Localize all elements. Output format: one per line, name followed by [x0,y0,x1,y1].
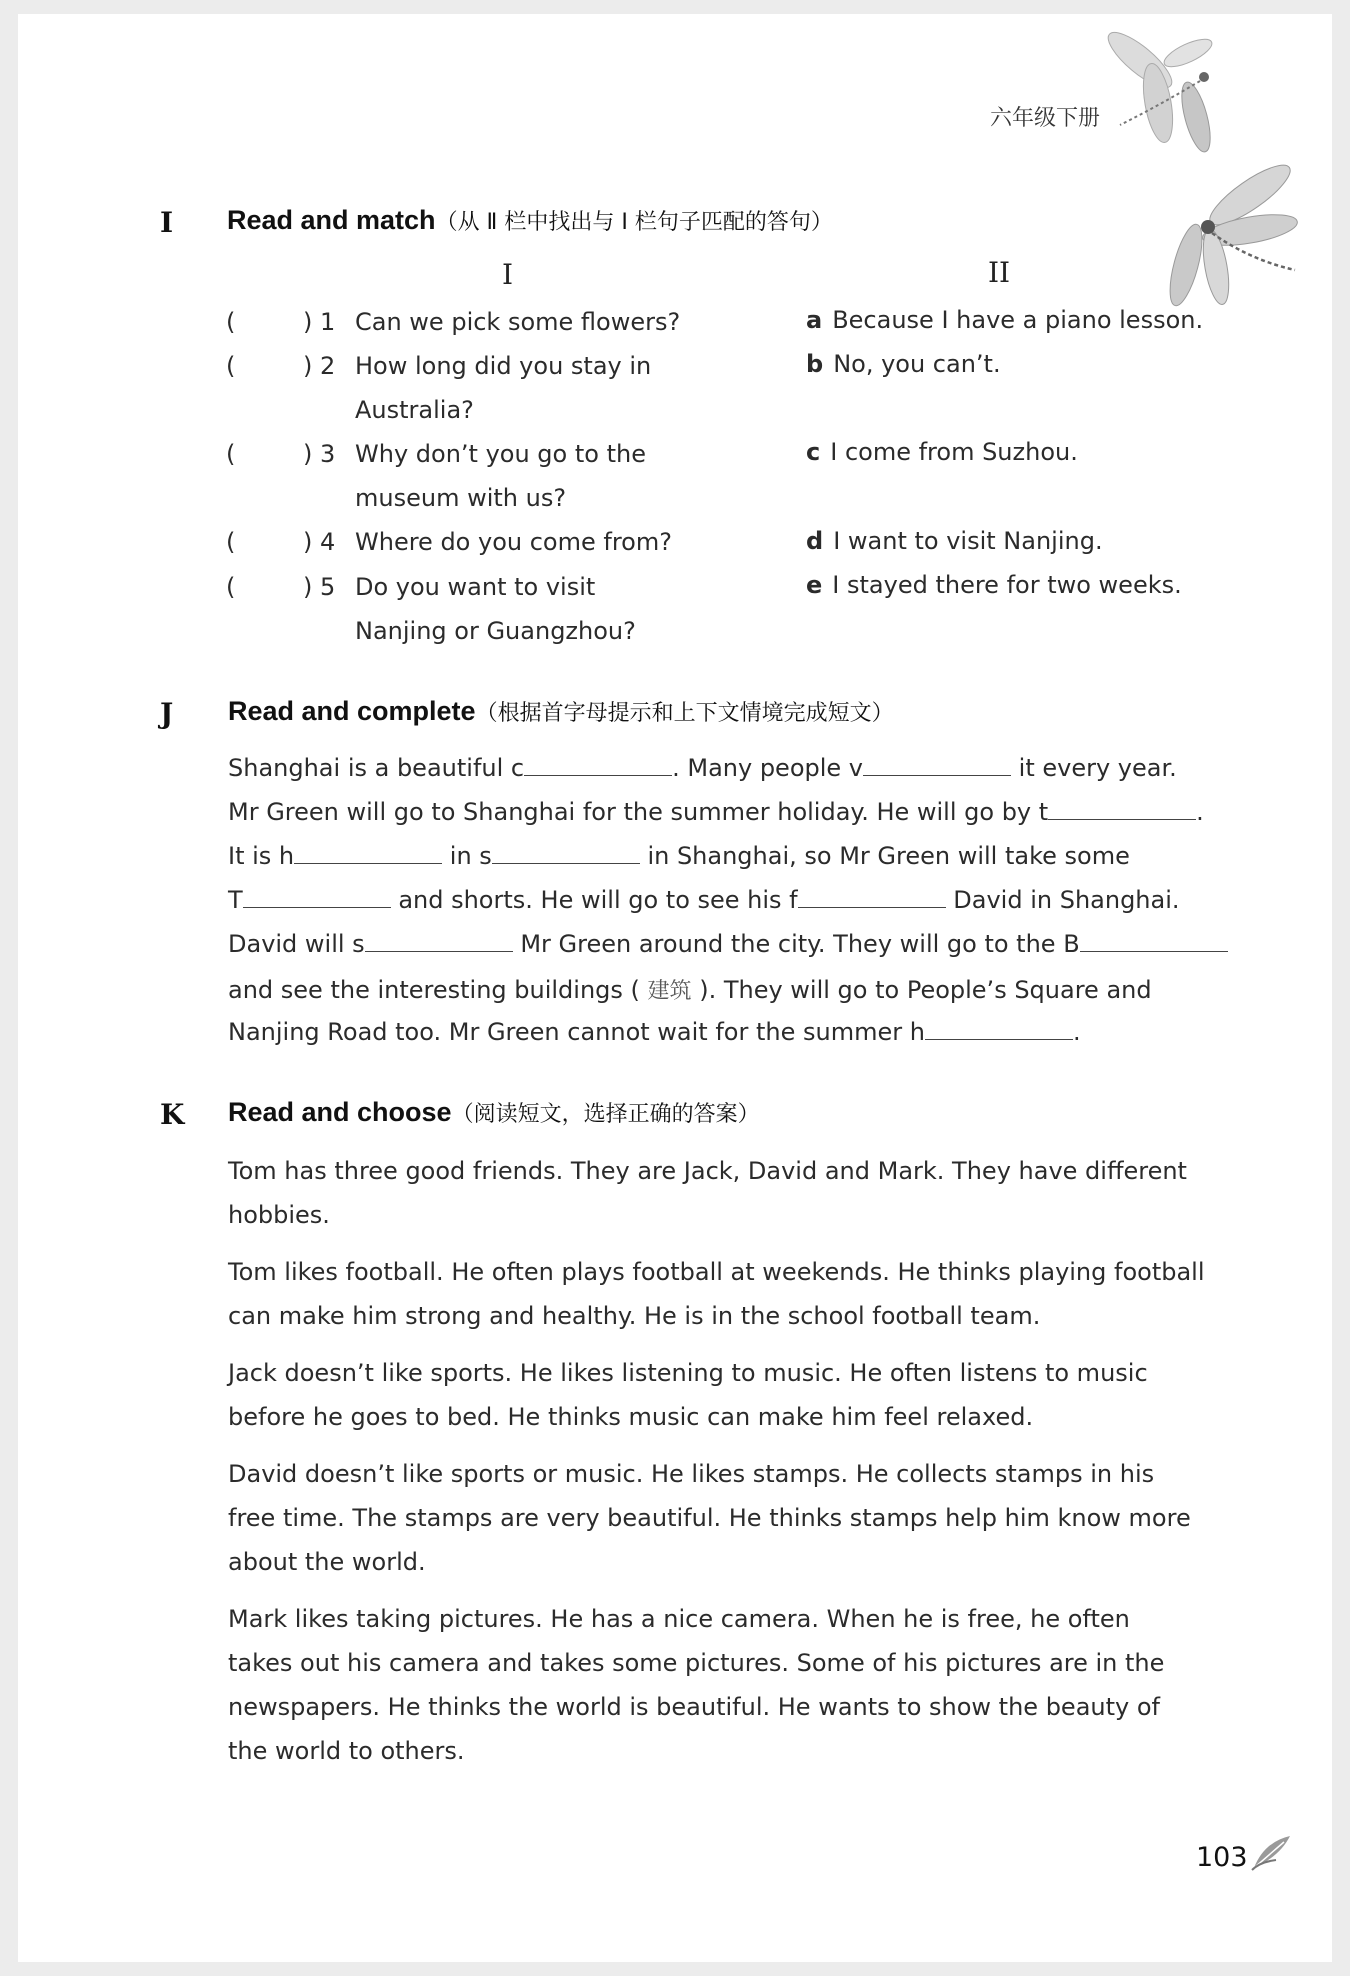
reading-line: Jack doesn’t like sports. He likes listening to music. He often listens to music [228,1359,1148,1387]
reading-line: Tom has three good friends. They are Jack, David and Mark. They have different [228,1157,1187,1185]
answer-option-a [806,306,1203,334]
answer-text: I stayed there for two weeks. [832,571,1182,599]
fill-blank[interactable] [1048,799,1196,820]
reading-line: hobbies. [228,1201,330,1229]
fill-blank[interactable] [863,755,1011,776]
answer-option-e [806,571,1182,599]
section-i-letter: I [160,206,174,239]
passage-line: Mr Green will go to Shanghai for the summer holiday. He will go by t . [228,798,1204,826]
section-k-title-cn: （阅读短文，选择正确的答案） [451,1102,760,1127]
answer-text: I come from Suzhou. [830,438,1078,466]
question-text-continued: Nanjing or Guangzhou? [355,617,636,645]
column-two-heading: II [988,256,1011,289]
column-one-heading: I [502,258,514,291]
answer-paren: ( [226,352,236,380]
question-number: ) 2 [303,352,336,380]
passage-line: Nanjing Road too. Mr Green cannot wait for the summer h . [228,1018,1081,1046]
section-i-title-en: Read and match [227,205,436,235]
answer-paren: ( [226,528,236,556]
question-text: Can we pick some flowers? [355,308,681,336]
section-k-title [228,1097,760,1128]
fill-blank[interactable] [925,1019,1073,1040]
question-number: ) 3 [303,440,336,468]
question-text: Do you want to visit [355,573,596,601]
question-text: Where do you come from? [355,528,672,556]
section-j-title-cn: （根据首字母提示和上下文情境完成短文） [475,701,894,726]
dragonfly-right-icon [1150,155,1300,315]
answer-option-b [806,350,1001,378]
fill-blank[interactable] [243,887,391,908]
chinese-hint: 建筑 [647,979,692,1004]
grade-label: 六年级下册 [990,106,1101,131]
answer-paren: ( [226,573,236,601]
section-k-letter: K [160,1098,185,1131]
reading-line: free time. The stamps are very beautiful. He thinks stamps help him know more [228,1504,1191,1532]
reading-line: David doesn’t like sports or music. He likes stamps. He collects stamps in his [228,1460,1155,1488]
answer-label: d [806,527,824,555]
fill-blank[interactable] [492,843,640,864]
section-j-letter: J [160,697,174,730]
reading-line: Mark likes taking pictures. He has a nice camera. When he is free, he often [228,1605,1130,1633]
fill-blank[interactable] [294,843,442,864]
fill-blank[interactable] [798,887,946,908]
answer-label: b [806,350,824,378]
answer-option-c [806,438,1078,466]
section-j-title-en: Read and complete [228,696,476,726]
question-text: Why don’t you go to the [355,440,646,468]
answer-label: e [806,571,823,599]
leaf-icon [1250,1832,1294,1872]
reading-line: can make him strong and healthy. He is in the school football team. [228,1302,1041,1330]
dragonfly-top-icon [1100,15,1250,165]
section-i-title-cn: （从 Ⅱ 栏中找出与 Ⅰ 栏句子匹配的答句） [435,210,833,235]
question-number: ) 1 [303,308,336,336]
answer-label: c [806,438,821,466]
fill-blank[interactable] [524,755,672,776]
answer-text: I want to visit Nanjing. [833,527,1103,555]
passage-line: It is h in s in Shanghai, so Mr Green will take some [228,842,1130,870]
passage-line: and see the interesting buildings ( 建筑 ). They will go to People’s Square and [228,976,1152,1004]
answer-label: a [806,306,823,334]
question-text-continued: museum with us? [355,484,567,512]
answer-paren: ( [226,308,236,336]
answer-paren: ( [226,440,236,468]
section-j-title [228,696,894,727]
fill-blank[interactable] [365,931,513,952]
passage-line: David will s Mr Green around the city. They will go to the B [228,930,1228,958]
answer-option-d [806,527,1103,555]
section-k-title-en: Read and choose [228,1097,452,1127]
passage-line: T and shorts. He will go to see his f David in Shanghai. [228,886,1180,914]
answer-text: No, you can’t. [833,350,1001,378]
answer-text: Because I have a piano lesson. [832,306,1204,334]
reading-line: takes out his camera and takes some pictures. Some of his pictures are in the [228,1649,1165,1677]
question-number: ) 4 [303,528,336,556]
fill-blank[interactable] [1080,931,1228,952]
passage-line: Shanghai is a beautiful c . Many people v it every year. [228,754,1177,782]
section-i-title [227,205,833,236]
question-text-continued: Australia? [355,396,474,424]
question-number: ) 5 [303,573,336,601]
reading-line: the world to others. [228,1737,465,1765]
question-text: How long did you stay in [355,352,652,380]
reading-line: Tom likes football. He often plays football at weekends. He thinks playing football [228,1258,1205,1286]
reading-line: newspapers. He thinks the world is beautiful. He wants to show the beauty of [228,1693,1160,1721]
reading-line: about the world. [228,1548,426,1576]
page-number: 103 [1196,1842,1248,1873]
reading-line: before he goes to bed. He thinks music can make him feel relaxed. [228,1403,1034,1431]
